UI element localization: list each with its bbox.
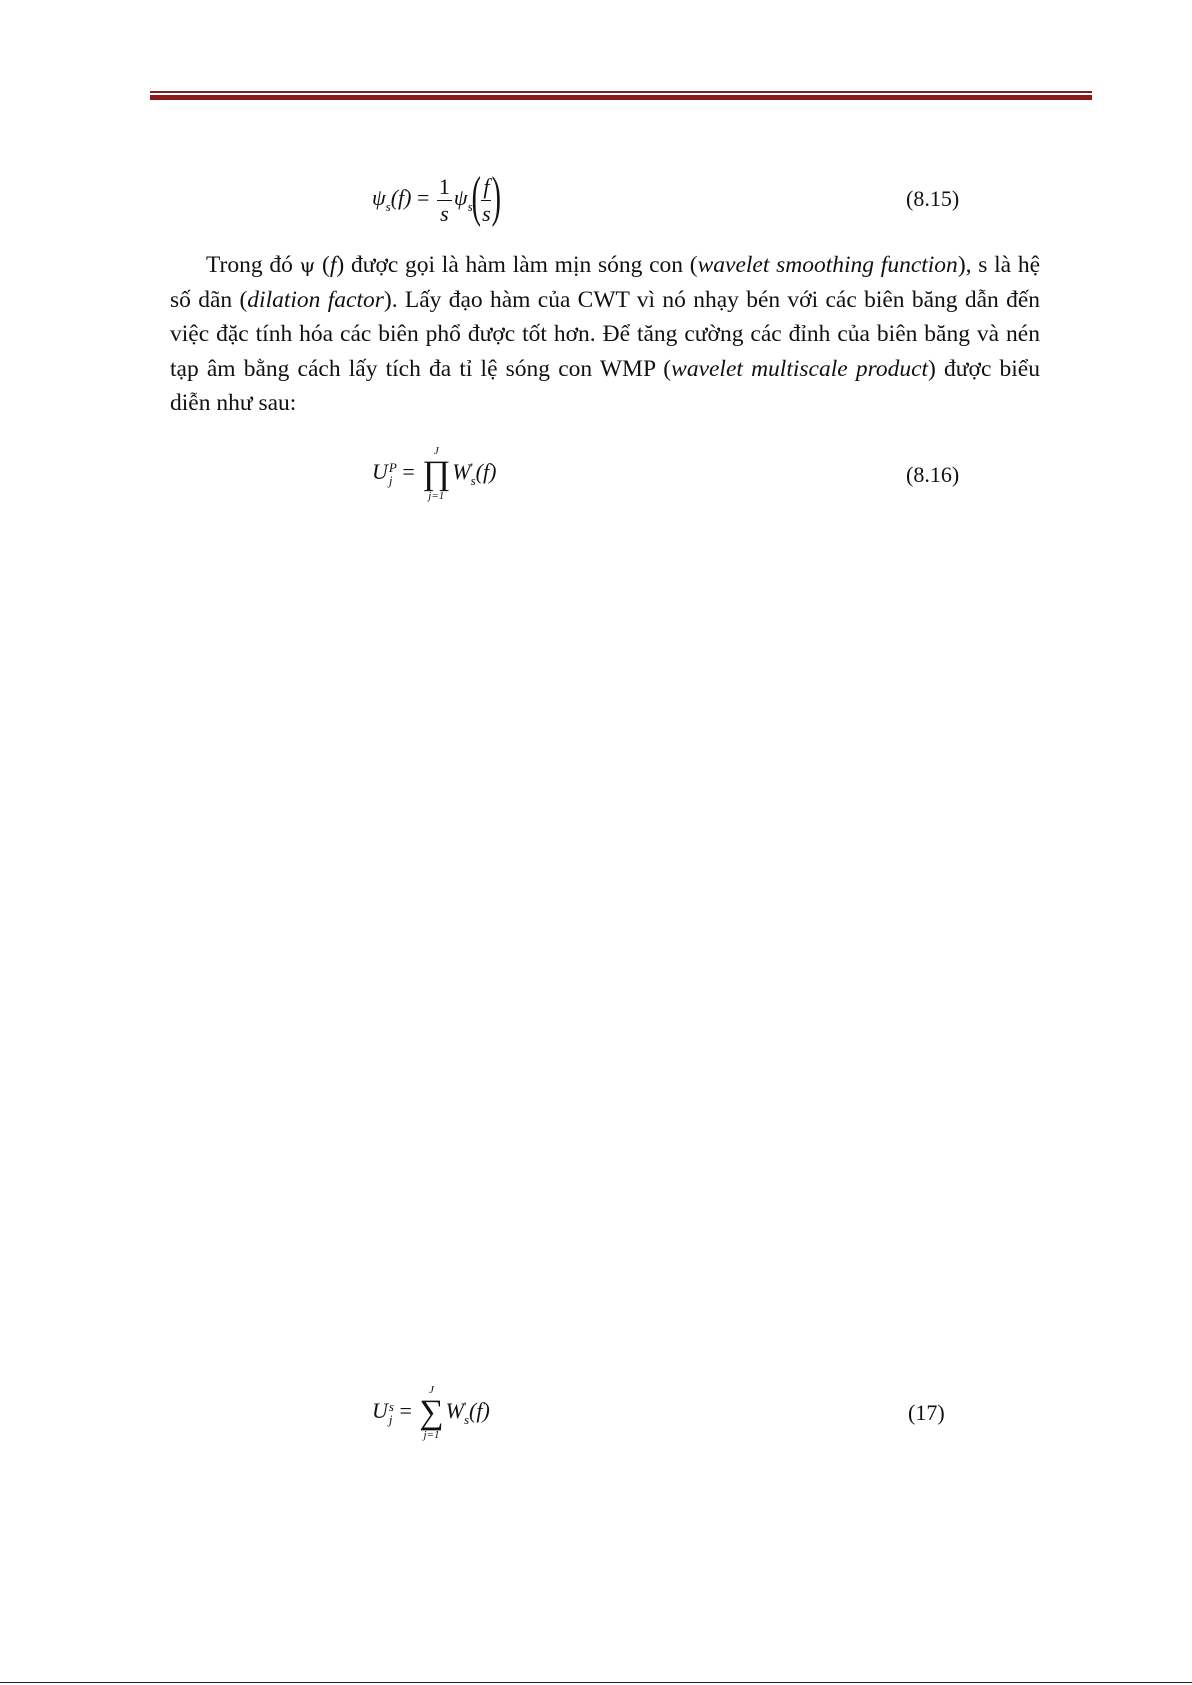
body-paragraph [170,248,1040,421]
para-psi: ψ [299,253,316,277]
eq-W-arg: (f) [469,1398,490,1424]
equation-number-17: (17) [908,1400,945,1425]
para-text-6: ) được biểu diễn như sau: [170,355,1040,416]
eq-W-sup: ' [463,1399,467,1414]
op-symbol: ∏ [422,455,451,492]
eq-sub: s [385,199,391,215]
eq-sub-2: s [467,199,473,215]
para-em-1: wavelet smoothing function [697,252,958,278]
eq-U: U [372,459,388,485]
eq-psi: ψ [372,185,386,211]
op-upper-limit: J [433,445,439,457]
op-upper-limit: J [429,1384,434,1396]
para-text-1: Trong đó [206,252,300,278]
eq-W: W [452,459,471,485]
bottom-rule [0,1682,1192,1683]
op-lower-limit: j=1 [423,1429,440,1441]
equation-8-16 [372,446,496,502]
header-rule-thick [150,95,1092,100]
eq-U-sub: j [388,1412,393,1427]
eq-U-sub: j [388,473,393,488]
para-f: f [329,252,337,278]
eq-U: U [372,1398,388,1424]
eq-fraction [437,173,452,226]
para-em-3: wavelet multiscale product [671,355,929,382]
eq-equals: = [417,185,430,211]
equation-17 [372,1385,490,1441]
eq-equals: = [399,1398,412,1424]
eq-left-paren: ( [471,166,481,228]
op-lower-limit: j=1 [428,490,445,502]
eq-inner-den: s [482,200,491,226]
eq-equals: = [402,459,415,485]
para-em-2: dilation factor [247,286,384,313]
equation-8-15 [372,166,502,228]
para-text-5: ). Lấy đạo hàm của CWT vì nó nhạy bén với các biên băng dẫn đến việc đặc tính hóa các biên phổ được tốt hơn. Để tăng cường các đỉnh của biên băng và nén tạp âm bằng cách lấy tích đa tỉ lệ sóng con WMP ( [170,286,1041,382]
eq-W-sub: s [470,473,476,488]
eq-W: W [445,1398,464,1424]
eq-frac-den: s [440,200,449,226]
eq-frac-num: 1 [438,173,450,199]
eq-lhs-arg: (f) [390,185,412,211]
header-rule-thin [150,91,1092,93]
para-text-4: ), s là hệ số dãn ( [170,252,1041,313]
equation-number-8-15: (8.15) [906,186,960,211]
equation-number-8-16: (8.16) [906,462,960,487]
eq-psi-2: ψ [453,185,468,211]
eq-inner-fraction [481,173,491,226]
para-text-3: ) được gọi là hàm làm mịn sóng con ( [336,252,698,278]
eq-U-sup: s [388,1399,394,1414]
eq-W-sub: s [463,1412,470,1427]
eq-right-paren: ) [492,166,502,228]
op-symbol: ∑ [419,1394,444,1431]
product-operator [422,446,450,502]
eq-inner-num: f [483,173,490,199]
sum-operator [419,1385,443,1441]
eq-W-arg: (f) [475,459,497,485]
eq-U-sup: P [388,460,397,475]
para-text-2: ( [315,252,330,278]
eq-W-sup: ' [470,460,473,475]
